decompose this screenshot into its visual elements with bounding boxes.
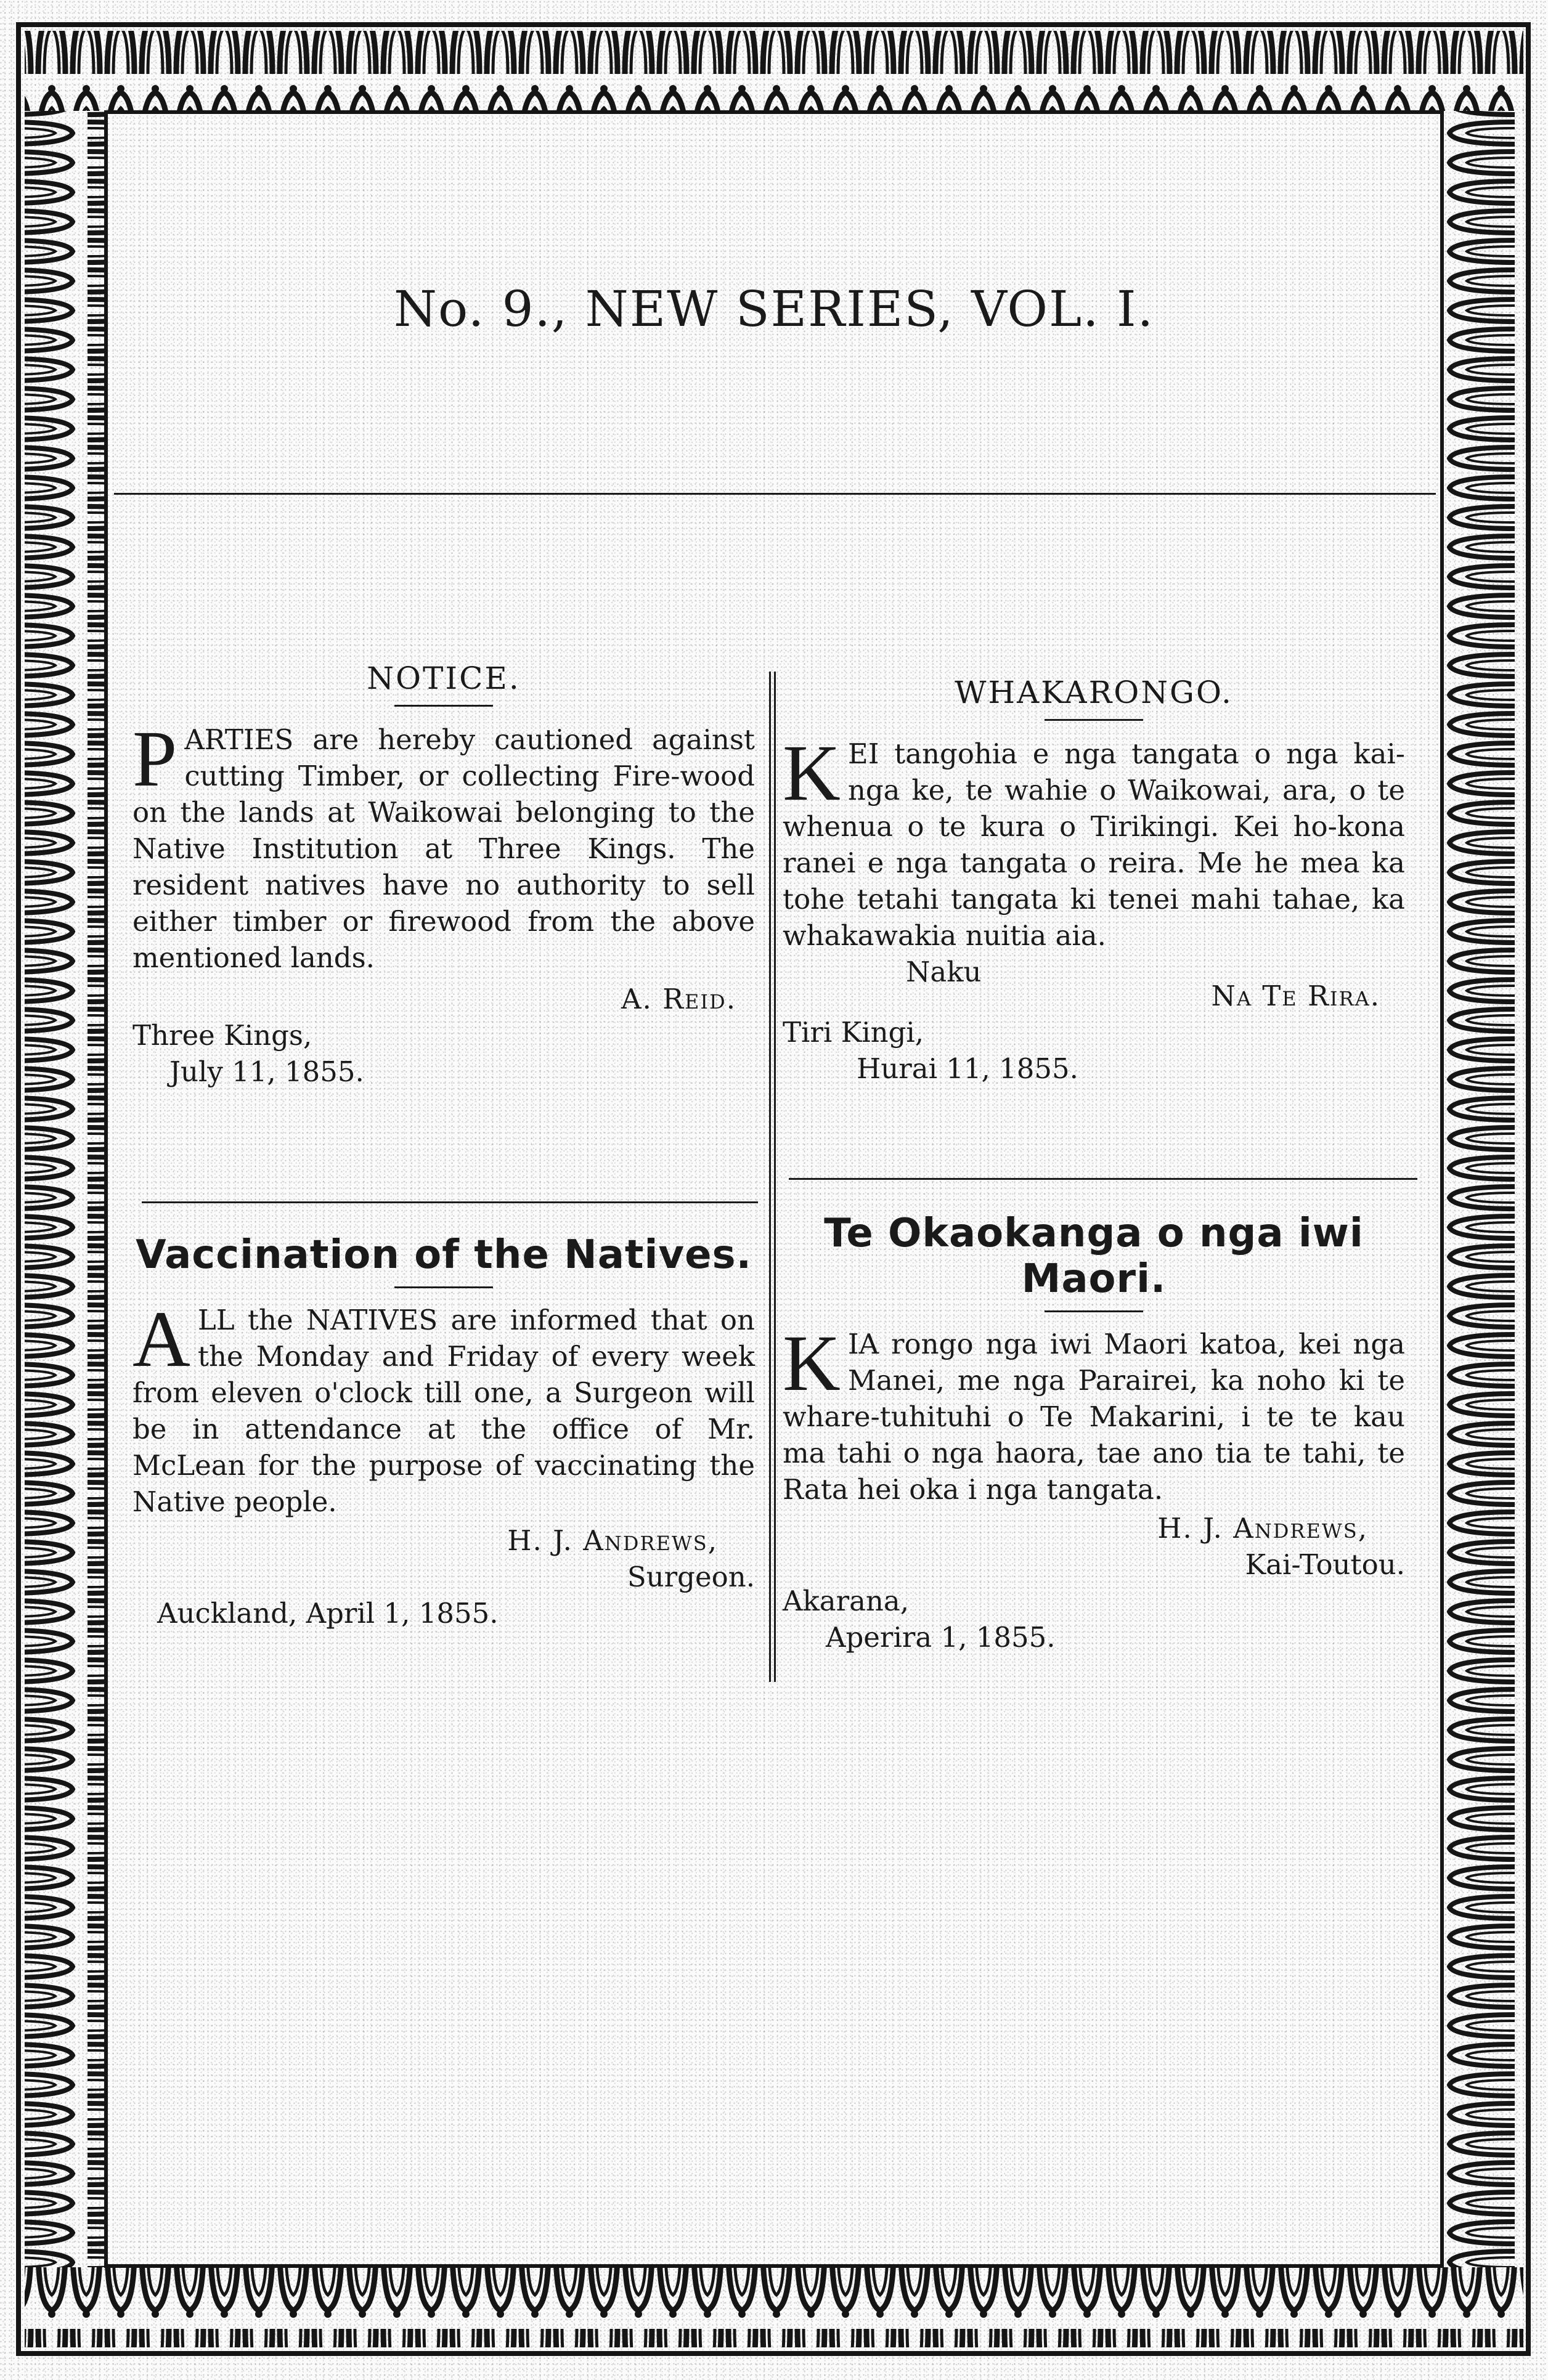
notice-place: Three Kings,	[132, 1019, 312, 1052]
masthead-rule	[114, 493, 1436, 495]
heading-rule	[394, 705, 493, 707]
heading-rule	[1045, 1310, 1143, 1312]
drop-cap: A	[132, 1295, 190, 1384]
vaccination-maori	[783, 1211, 1405, 1655]
okaokanga-text: IA rongo nga iwi Maori katoa, kei nga Manei, me nga Parairei, ka noho ki te whare-tuhituhi o Te Makarini, i te te kau ma tahi o nga haora, tae ano tia te tahi, te Rata hei oka i nga tangata.	[783, 1328, 1405, 1506]
drop-cap: K	[783, 729, 841, 818]
column-divider-inner	[774, 672, 776, 1682]
vaccination-title: Surgeon.	[627, 1561, 755, 1593]
column-divider	[769, 672, 771, 1682]
vaccination-place-date: Auckland, April 1, 1855.	[157, 1597, 499, 1630]
whakarongo-date: Hurai 11, 1855.	[857, 1052, 1078, 1085]
whakarongo-text: EI tangohia e nga tangata o nga kai-nga ke, te wahie o Waikowai, ara, o te whenua o te kura o Tirikingi. Kei ho-kona ranei e nga tangata o reira. Me he mea ka tohe tetahi tangata ki tenei mahi tahae, ka whakawakia nuitia aia.	[783, 737, 1405, 952]
section-rule-left	[142, 1201, 758, 1203]
whakarongo-signatory: Na Te Rira.	[1211, 980, 1380, 1012]
whakarongo-heading: WHAKARONGO.	[955, 675, 1233, 710]
notice-text: ARTIES are hereby cautioned against cutting Timber, or collecting Fire-wood on the lands at Waikowai belonging to the Native Institution at Three Kings. The resident natives have no authority to sell either timber or firewood from the above mentioned lands.	[132, 723, 755, 974]
heading-rule	[394, 1286, 493, 1288]
okaokanga-heading: Te Okaokanga o nga iwi Maori.	[824, 1211, 1364, 1302]
notice-body	[132, 715, 755, 976]
notice-heading: NOTICE.	[367, 660, 521, 696]
heading-rule	[1045, 719, 1143, 721]
section-rule-right	[789, 1178, 1417, 1180]
okaokanga-title: Kai-Toutou.	[1245, 1548, 1405, 1581]
masthead-issue: No. 9., NEW SERIES, VOL. I.	[393, 280, 1155, 338]
notice-english	[132, 660, 755, 1090]
okaokanga-date: Aperira 1, 1855.	[826, 1621, 1056, 1654]
vaccination-body	[132, 1295, 755, 1520]
whakarongo-place: Tiri Kingi,	[783, 1016, 924, 1049]
notice-date: July 11, 1855.	[169, 1055, 364, 1088]
vaccination-english	[132, 1232, 755, 1631]
whakarongo-body	[783, 729, 1405, 954]
okaokanga-signatory: H. J. Andrews,	[1157, 1512, 1368, 1545]
vaccination-heading: Vaccination of the Natives.	[136, 1232, 752, 1278]
notice-maori	[783, 675, 1405, 1087]
vaccination-text: LL the NATIVES are informed that on the Monday and Friday of every week from eleven o'clock till one, a Surgeon will be in attendance at the office of Mr. McLean for the purpose of vaccinating the Native people.	[132, 1304, 755, 1518]
drop-cap: P	[132, 715, 177, 803]
drop-cap: K	[783, 1319, 841, 1408]
okaokanga-place: Akarana,	[783, 1585, 910, 1617]
notice-signatory: A. Reid.	[621, 983, 736, 1015]
okaokanga-body	[783, 1319, 1405, 1508]
whakarongo-naku: Naku	[906, 956, 982, 988]
vaccination-signatory: H. J. Andrews,	[507, 1524, 718, 1557]
